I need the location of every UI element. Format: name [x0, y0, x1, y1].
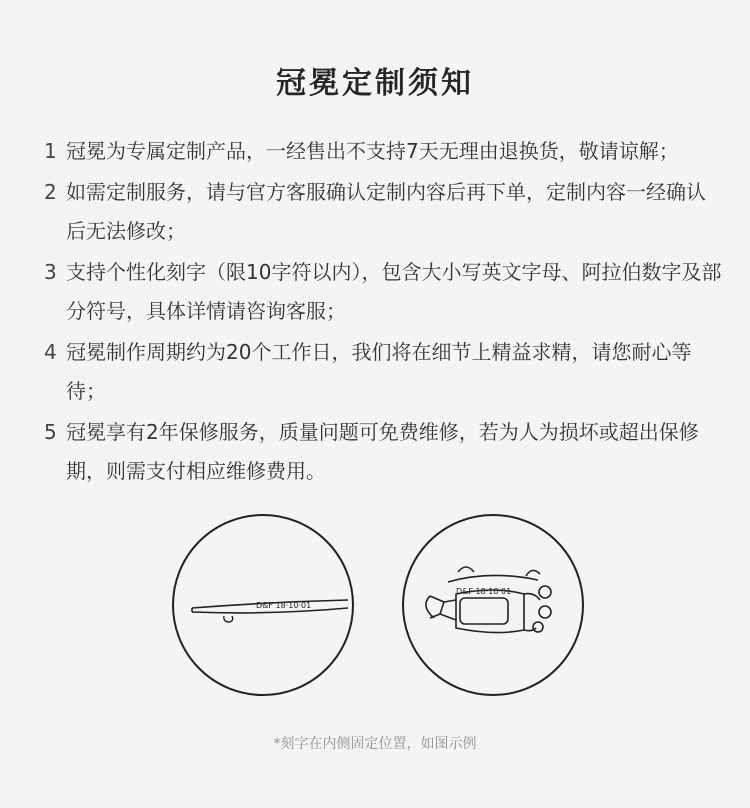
notice-text: 如需定制服务，请与官方客服确认定制内容后再下单，定制内容一经确认后无法修改； — [66, 180, 706, 243]
notice-list — [44, 132, 724, 493]
notice-number: 2 — [44, 180, 57, 204]
notice-number: 3 — [44, 260, 57, 284]
notice-number: 1 — [44, 139, 57, 163]
notice-text: 冠冕为专属定制产品，一经售出不支持7天无理由退换货，敬请谅解； — [66, 139, 679, 163]
engraving-caption: *刻字在内侧固定位置，如图示例 — [273, 736, 477, 752]
notice-item-2 — [44, 173, 724, 251]
notice-number: 5 — [44, 420, 57, 444]
notice-item-3 — [44, 253, 724, 331]
engraving-text-right: D&F 18·10·01 — [456, 587, 512, 596]
notice-text: 冠冕制作周期约为20个工作日，我们将在细节上精益求精，请您耐心等待； — [66, 340, 692, 403]
notice-text: 支持个性化刻字（限10字符以内），包含大小写英文字母、阿拉伯数字及部分符号，具体详情请咨询客服； — [66, 260, 722, 323]
engraving-clasp-diagram — [400, 512, 586, 698]
notice-item-4 — [44, 333, 724, 411]
notice-number: 4 — [44, 340, 57, 364]
notice-item-5 — [44, 413, 724, 491]
notice-item-1 — [44, 132, 724, 171]
page-title: 冠冕定制须知 — [276, 66, 474, 101]
engraving-text-left: D&F 18·10·01 — [256, 601, 312, 610]
engraving-band-diagram — [170, 512, 356, 698]
notice-text: 冠冕享有2年保修服务，质量问题可免费维修，若为人为损坏或超出保修期，则需支付相应维修费用。 — [66, 420, 699, 483]
